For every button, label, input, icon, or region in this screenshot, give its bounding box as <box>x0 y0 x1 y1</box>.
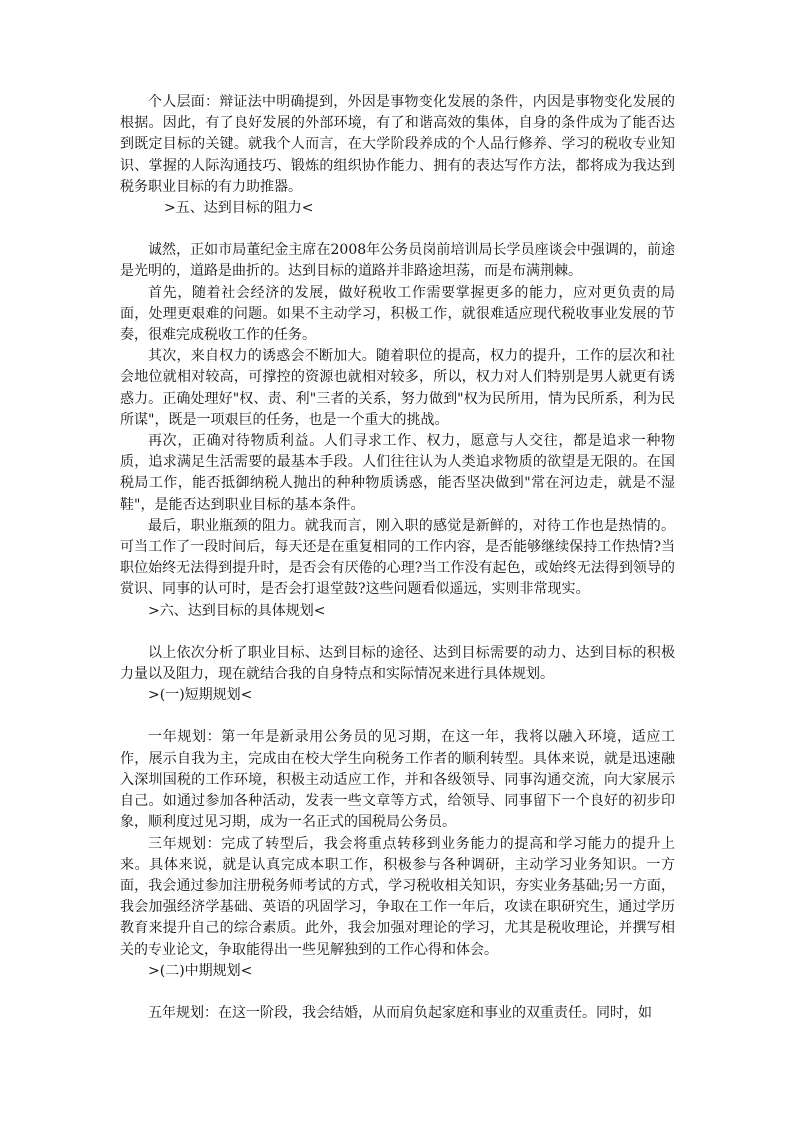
section-heading-plan: >六、达到目标的具体规划< <box>148 602 326 619</box>
blank-line <box>120 706 675 727</box>
paragraph-second: 其次，来自权力的诱惑会不断加大。随着职位的提高，权力的提升，工作的层次和社会地位就相对较高，可撑控的资源也就相对较多，所以，权力对人们特别是男人就更有诱惑力。正确处理好"权、责、利"三者的关系，努力做到"权为民所用，情为民所系，利为民所谋"，既是一项艰巨的任务，也是一个重大的挑战。 <box>120 348 675 428</box>
paragraph-first: 首先，随着社会经济的发展，做好税收工作需要掌握更多的能力，应对更负责的局面，处理更艰难的问题。如果不主动学习，积极工作，就很难适应现代税收事业发展的节奏，很难完成税收工作的任务。 <box>120 284 675 344</box>
paragraph-three-year-plan: 三年规划：完成了转型后，我会将重点转移到业务能力的提高和学习能力的提升上来。具体来说，就是认真完成本职工作，积极参与各种调研，主动学习业务知识。一方面，我会通过参加注册税务师考试的方式，学习税收相关知识，夯实业务基础;另一方面，我会加强经济学基础、英语的巩固学习，争取在工作一年后，攻读在职研究生，通过学历教育来提升自己的综合素质。此外，我会加强对理论的学习，尤其是税收理论，并撰写相关的专业论文，争取能得出一些见解独到的工作心得和体会。 <box>120 835 675 958</box>
paragraph-personal-level: 个人层面：辩证法中明确提到，外因是事物变化发展的条件，内因是事物变化发展的根据。因此，有了良好发展的外部环境，有了和谐高效的集体，自身的条件成为了能否达到既定目标的关键。就我个人而言，在大学阶段养成的个人品行修养、学习的税收专业知识、掌握的人际沟通技巧、锻炼的组织协作能力、拥有的表达写作方法，都将成为我达到税务职业目标的有力助推器。 <box>120 94 675 195</box>
blank-line <box>120 982 675 1003</box>
blank-line <box>120 219 675 240</box>
paragraph-third: 再次，正确对待物质利益。人们寻求工作、权力，愿意与人交往，都是追求一种物质，追求满足生活需要的最基本手段。人们往往认为人类追求物质的欲望是无限的。在国税局工作，能否抵御纳税人抛出的种种物质诱惑，能否坚决做到"常在河边走，就是不湿鞋"，是能否达到职业目标的基本条件。 <box>120 433 675 513</box>
paragraph-finally: 最后，职业瓶颈的阻力。就我而言，刚入职的感觉是新鲜的，对待工作也是热情的。可当工作了一段时间后，每天还是在重复相同的工作内容，是否能够继续保持工作热情?当职位始终无法得到提升时，是否会有厌倦的心理?当工作没有起色，或始终无法得到领导的赏识、同事的认可时，是否会打退堂鼓?这些问题看似遥远，实则非常现实。 <box>120 517 675 598</box>
subsection-heading-short-term: >(一)短期规划< <box>148 687 253 704</box>
section-heading-obstacles: >五、达到目标的阻力< <box>164 200 314 217</box>
paragraph-five-year-plan: 五年规划：在这一阶段，我会结婚，从而肩负起家庭和事业的双重责任。同时，如 <box>148 1004 652 1021</box>
paragraph-plan-intro: 以上依次分析了职业目标、达到目标的途径、达到目标需要的动力、达到目标的积极力量以及阻力，现在就结合我的自身特点和实际情况来进行具体规划。 <box>120 644 675 683</box>
paragraph-one-year-plan: 一年规划：第一年是新录用公务员的见习期，在这一年，我将以融入环境，适应工作，展示自我为主，完成由在校大学生向税务工作者的顺利转型。具体来说，就是迅速融入深圳国税的工作环境，积极主动适应工作，并和各级领导、同事沟通交流，向大家展示自己。如通过参加各种活动，发表一些文章等方式，给领导、同事留下一个良好的初步印象，顺利度过见习期，成为一名正式的国税局公务员。 <box>120 729 675 831</box>
paragraph-obstacles-intro: 诚然，正如市局董纪金主席在2008年公务员岗前培训局长学员座谈会中强调的，前途是光明的，道路是曲折的。达到目标的道路并非路途坦荡，而是布满荆棘。 <box>120 242 675 280</box>
document-page <box>120 92 675 1024</box>
subsection-heading-mid-term: >(二)中期规划< <box>148 962 253 979</box>
blank-line <box>120 622 675 643</box>
